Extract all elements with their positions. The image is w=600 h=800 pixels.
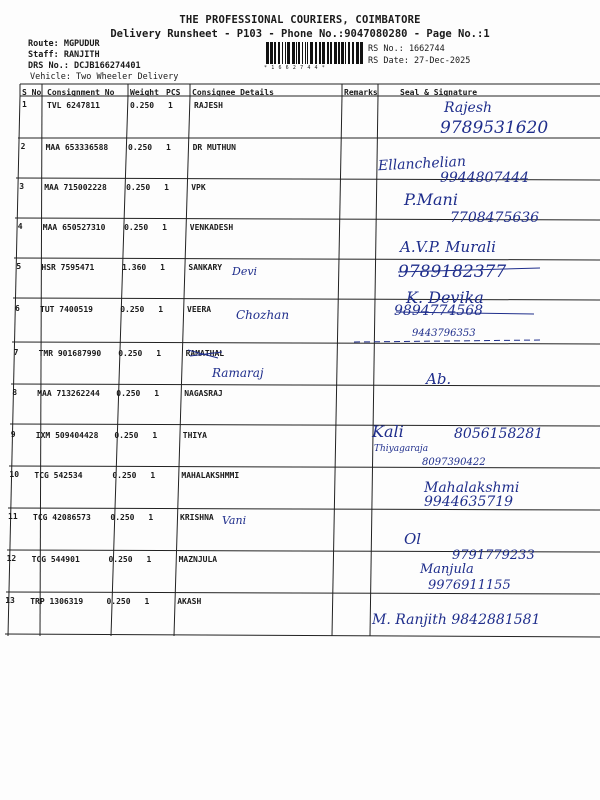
row-consignment: TCG 544901 (31, 555, 80, 564)
handwriting-r1-name: Rajesh (444, 100, 493, 116)
barcode-bar (341, 42, 344, 64)
handwriting-r11-note: Vani (222, 514, 247, 527)
barcode-bar (266, 42, 269, 64)
barcode-bar (348, 42, 350, 64)
row-pcs: 1 (162, 223, 167, 232)
barcode-bar (287, 42, 290, 64)
barcode-bar (292, 42, 295, 64)
barcode-bar (327, 42, 329, 64)
barcode-bar (282, 42, 283, 64)
barcode-bar (274, 42, 276, 64)
row-consignment: TRP 1306319 (30, 597, 84, 606)
row-weight: 0.250 (112, 471, 137, 480)
row-pcs: 1 (166, 143, 171, 152)
row-weight: 1.360 (122, 263, 147, 272)
barcode-bar (319, 42, 321, 64)
row-sno: 8 (12, 388, 18, 397)
row-weight: 0.250 (120, 305, 145, 314)
handwriting-r2-name: Ellanchelian (377, 153, 467, 175)
vehicle-label: Vehicle: Two Wheeler Delivery (30, 72, 179, 82)
row-weight: 0.250 (108, 555, 133, 564)
runsheet-subtitle: Delivery Runsheet - P103 - Phone No.:9047080280 - Page No.:1 (110, 28, 490, 40)
row-sno: 10 (9, 470, 20, 479)
row-pcs: 1 (146, 555, 152, 564)
handwriting-r6-phone2: 9443796353 (412, 328, 476, 339)
handwriting-r7-name: Ramaraj (212, 366, 264, 380)
row-consignee: KRISHNA (180, 513, 214, 522)
row-consignee: MAZNJULA (178, 555, 218, 564)
handwriting-r10-name: Mahalakshmi (424, 480, 520, 496)
row-consignment: TCG 42086573 (33, 513, 91, 522)
barcode-caption: * 1 6 6 2 7 4 4 * (264, 65, 326, 71)
row-consignment: TMR 901687990 (38, 349, 102, 358)
handwriting-r3-name: P.Mani (404, 190, 458, 209)
barcode-bar (345, 42, 346, 64)
row-sno: 5 (16, 262, 22, 271)
barcode-bar (356, 42, 359, 64)
handwriting-r9-name: Kali (372, 422, 404, 441)
col-remarks: Remarks (344, 88, 378, 97)
row-consignee: VEERA (187, 305, 212, 314)
row-consignee: NAGASRAJ (184, 389, 223, 398)
handwriting-r12-phone: 9976911155 (428, 578, 511, 593)
handwriting-r2-phone: 9944807444 (440, 170, 530, 186)
row-sno: 13 (5, 596, 15, 605)
barcode-bar (285, 42, 286, 64)
barcode-bar (315, 42, 317, 64)
row-weight: 0.250 (128, 143, 153, 152)
col-pcs: PCS (166, 88, 181, 97)
barcode-bars (264, 42, 364, 66)
barcode-bar (334, 42, 337, 64)
row-weight: 0.250 (126, 183, 151, 192)
handwriting-r4-name: A.V.P. Murali (400, 238, 496, 256)
row-consignment: TCG 542534 (34, 471, 83, 480)
rs-date: RS Date: 27-Dec-2025 (368, 56, 471, 66)
barcode-bar (296, 42, 297, 64)
handwriting-r5-phone: 9789182377 (398, 262, 507, 282)
barcode-bar (330, 42, 332, 64)
row-pcs: 1 (168, 101, 173, 110)
barcode-bar (307, 42, 308, 64)
col-weight: Weight (130, 88, 159, 97)
handwriting-r9-name2: Thiyagaraja (374, 444, 429, 454)
route-label: Route: MGPUDUR (28, 39, 100, 49)
staff-label: Staff: RANJITH (28, 50, 100, 60)
row-consignment: MAA 653336588 (45, 143, 109, 152)
handwriting-r6-name: K. Devika (406, 288, 484, 307)
row-sno: 4 (17, 222, 23, 231)
barcode-bar (270, 42, 273, 64)
row-weight: 0.250 (130, 101, 155, 110)
row-consignment: TUT 7400519 (40, 305, 93, 314)
row-consignee: SANKARY (188, 263, 223, 272)
row-pcs: 1 (156, 349, 162, 358)
handwriting-r1-phone: 9789531620 (440, 118, 549, 138)
handwriting-r11-initials: Ol (404, 530, 422, 548)
row-weight: 0.250 (118, 349, 143, 358)
row-sno: 9 (10, 430, 16, 439)
company-title: THE PROFESSIONAL COURIERS, COIMBATORE (179, 14, 421, 26)
row-consignment: MAA 650527310 (42, 223, 106, 232)
row-consignee: MAHALAKSHMMI (181, 471, 240, 480)
row-pcs: 1 (152, 431, 158, 440)
row-pcs: 1 (148, 513, 154, 522)
rs-number: RS No.: 1662744 (368, 44, 445, 54)
barcode-bar (298, 42, 300, 64)
row-sno: 6 (15, 304, 20, 313)
handwriting-r3-phone: 7708475636 (450, 210, 540, 226)
handwriting-r8-initials: Ab. (426, 370, 452, 388)
row-consignee: AKASH (177, 597, 202, 606)
row-consignee: RAJESH (194, 101, 223, 110)
row-consignment: TVL 6247811 (47, 101, 100, 110)
barcode-bar (302, 42, 303, 64)
row-weight: 0.250 (116, 389, 141, 398)
handwriting-r5-note: Devi (232, 265, 258, 278)
row-sno: 11 (8, 512, 18, 521)
handwriting-r11-phone: 9791779233 (452, 548, 535, 563)
handwriting-r13-signature: M. Ranjith 9842881581 (372, 612, 541, 628)
handwriting-r6-note: Chozhan (236, 308, 290, 322)
barcode (264, 42, 364, 70)
row-consignee: THIYA (182, 431, 207, 440)
row-weight: 0.250 (110, 513, 135, 522)
col-consignment: Consignment No (47, 88, 115, 97)
barcode-bar (338, 42, 340, 64)
row-weight: 0.250 (114, 431, 139, 440)
drs-number: DRS No.: DCJB166274401 (28, 61, 141, 71)
row-consignment: IXM 509404428 (35, 431, 99, 440)
col-sno: S No (22, 88, 42, 97)
row-weight: 0.250 (106, 597, 131, 606)
row-consignment: MAA 713262244 (37, 389, 100, 398)
row-consignment: MAA 715002228 (44, 183, 107, 192)
barcode-bar (305, 42, 306, 64)
row-pcs: 1 (150, 471, 156, 480)
row-consignee: RAMATHAL (185, 349, 225, 358)
handwriting-r10-phone: 9944635719 (424, 494, 514, 510)
handwriting-r12-name: Manjula (420, 562, 474, 577)
row-pcs: 1 (160, 263, 165, 272)
barcode-bar (352, 42, 354, 64)
row-sno: 7 (13, 348, 19, 357)
row-consignee: VENKADESH (189, 223, 234, 232)
barcode-bar (278, 42, 280, 64)
barcode-bar (360, 42, 363, 64)
row-sno: 1 (22, 100, 27, 109)
barcode-bar (322, 42, 325, 64)
row-pcs: 1 (154, 389, 160, 398)
col-consignee: Consignee Details (192, 88, 274, 97)
row-sno: 2 (20, 142, 26, 151)
handwriting-r6-phone: 9894774568 (394, 303, 484, 319)
row-sno: 3 (19, 182, 25, 191)
row-sno: 12 (6, 554, 17, 563)
barcode-bar (310, 42, 313, 64)
row-weight: 0.250 (124, 223, 149, 232)
row-pcs: 1 (158, 305, 164, 314)
handwriting-r9-phone2: 8097390422 (422, 457, 486, 468)
row-consignment: HSR 7595471 (41, 263, 95, 272)
row-consignee: DR MUTHUN (192, 143, 236, 152)
row-consignee: VPK (191, 183, 206, 192)
col-seal: Seal & Signature (400, 88, 478, 97)
handwriting-r9-phone: 8056158281 (454, 426, 544, 442)
row-pcs: 1 (164, 183, 169, 192)
row-pcs: 1 (144, 597, 150, 606)
